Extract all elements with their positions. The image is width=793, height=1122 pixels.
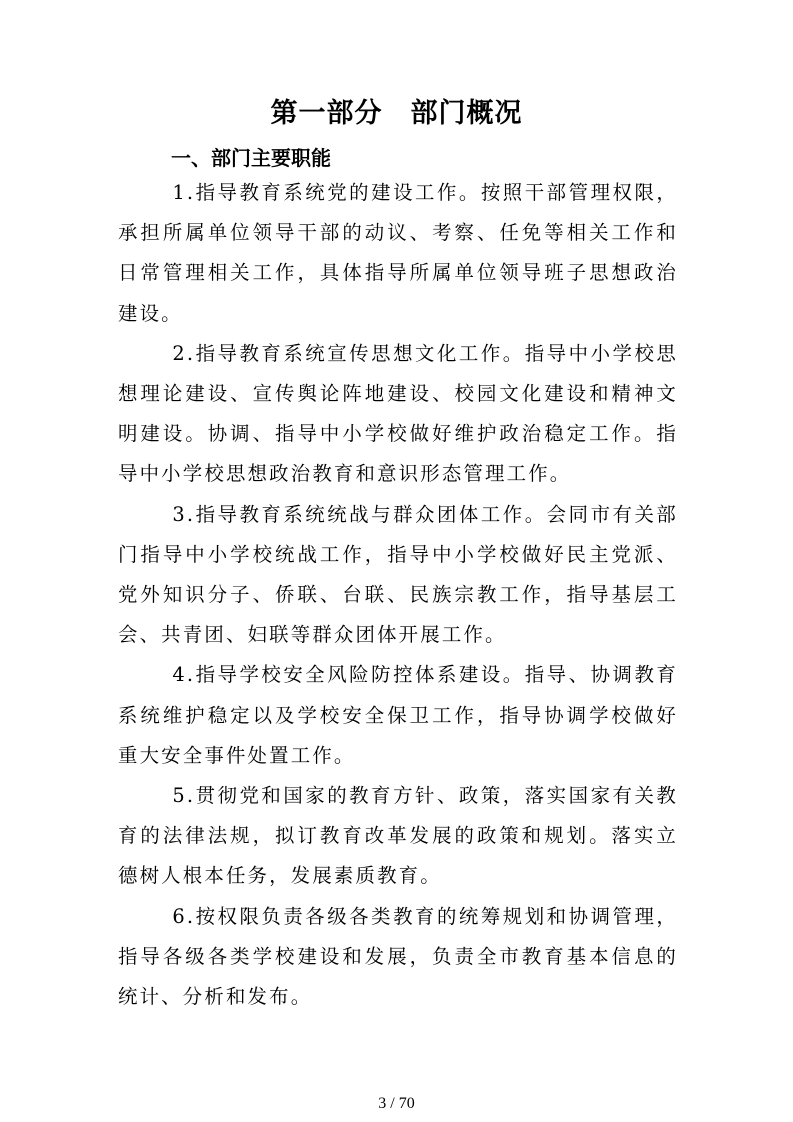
page-title-part: 第一部分 bbox=[270, 98, 383, 129]
paragraph-4: 4.指导学校安全风险防控体系建设。指导、协调教育系统维护稳定以及学校安全保卫工作，指导协调学校做好重大安全事件处置工作。 bbox=[118, 663, 678, 767]
paragraph-6: 6.按权限负责各级各类教育的统筹规划和协调管理，指导各级各类学校建设和发展，负责全市教育基本信息的统计、分析和发布。 bbox=[118, 904, 678, 1009]
paragraph-2: 2.指导教育系统宣传思想文化工作。指导中小学校思想理论建设、宣传舆论阵地建设、校园文化建设和精神文明建设。协调、指导中小学校做好维护政治稳定工作。指导中小学校思想政治教育和意识形态管理工作。 bbox=[118, 341, 678, 486]
page-title-name: 部门概况 bbox=[410, 98, 523, 129]
paragraph-5: 5.贯彻党和国家的教育方针、政策，落实国家有关教育的法律法规，拟订教育改革发展的政策和规划。落实立德树人根本任务，发展素质教育。 bbox=[118, 784, 678, 888]
paragraph-3: 3.指导教育系统统战与群众团体工作。会同市有关部门指导中小学校统战工作，指导中小学校做好民主党派、党外知识分子、侨联、台联、民族宗教工作，指导基层工会、共青团、妇联等群众团体开展工作。 bbox=[118, 502, 678, 647]
section-heading: 一、部门主要职能 bbox=[171, 146, 331, 170]
page-number: 3 / 70 bbox=[378, 1095, 415, 1112]
page-title bbox=[0, 96, 793, 132]
body-text bbox=[118, 173, 678, 1017]
paragraph-1: 1.指导教育系统党的建设工作。按照干部管理权限，承担所属单位领导干部的动议、考察、任免等相关工作和日常管理相关工作，具体指导所属单位领导班子思想政治建设。 bbox=[118, 181, 678, 325]
